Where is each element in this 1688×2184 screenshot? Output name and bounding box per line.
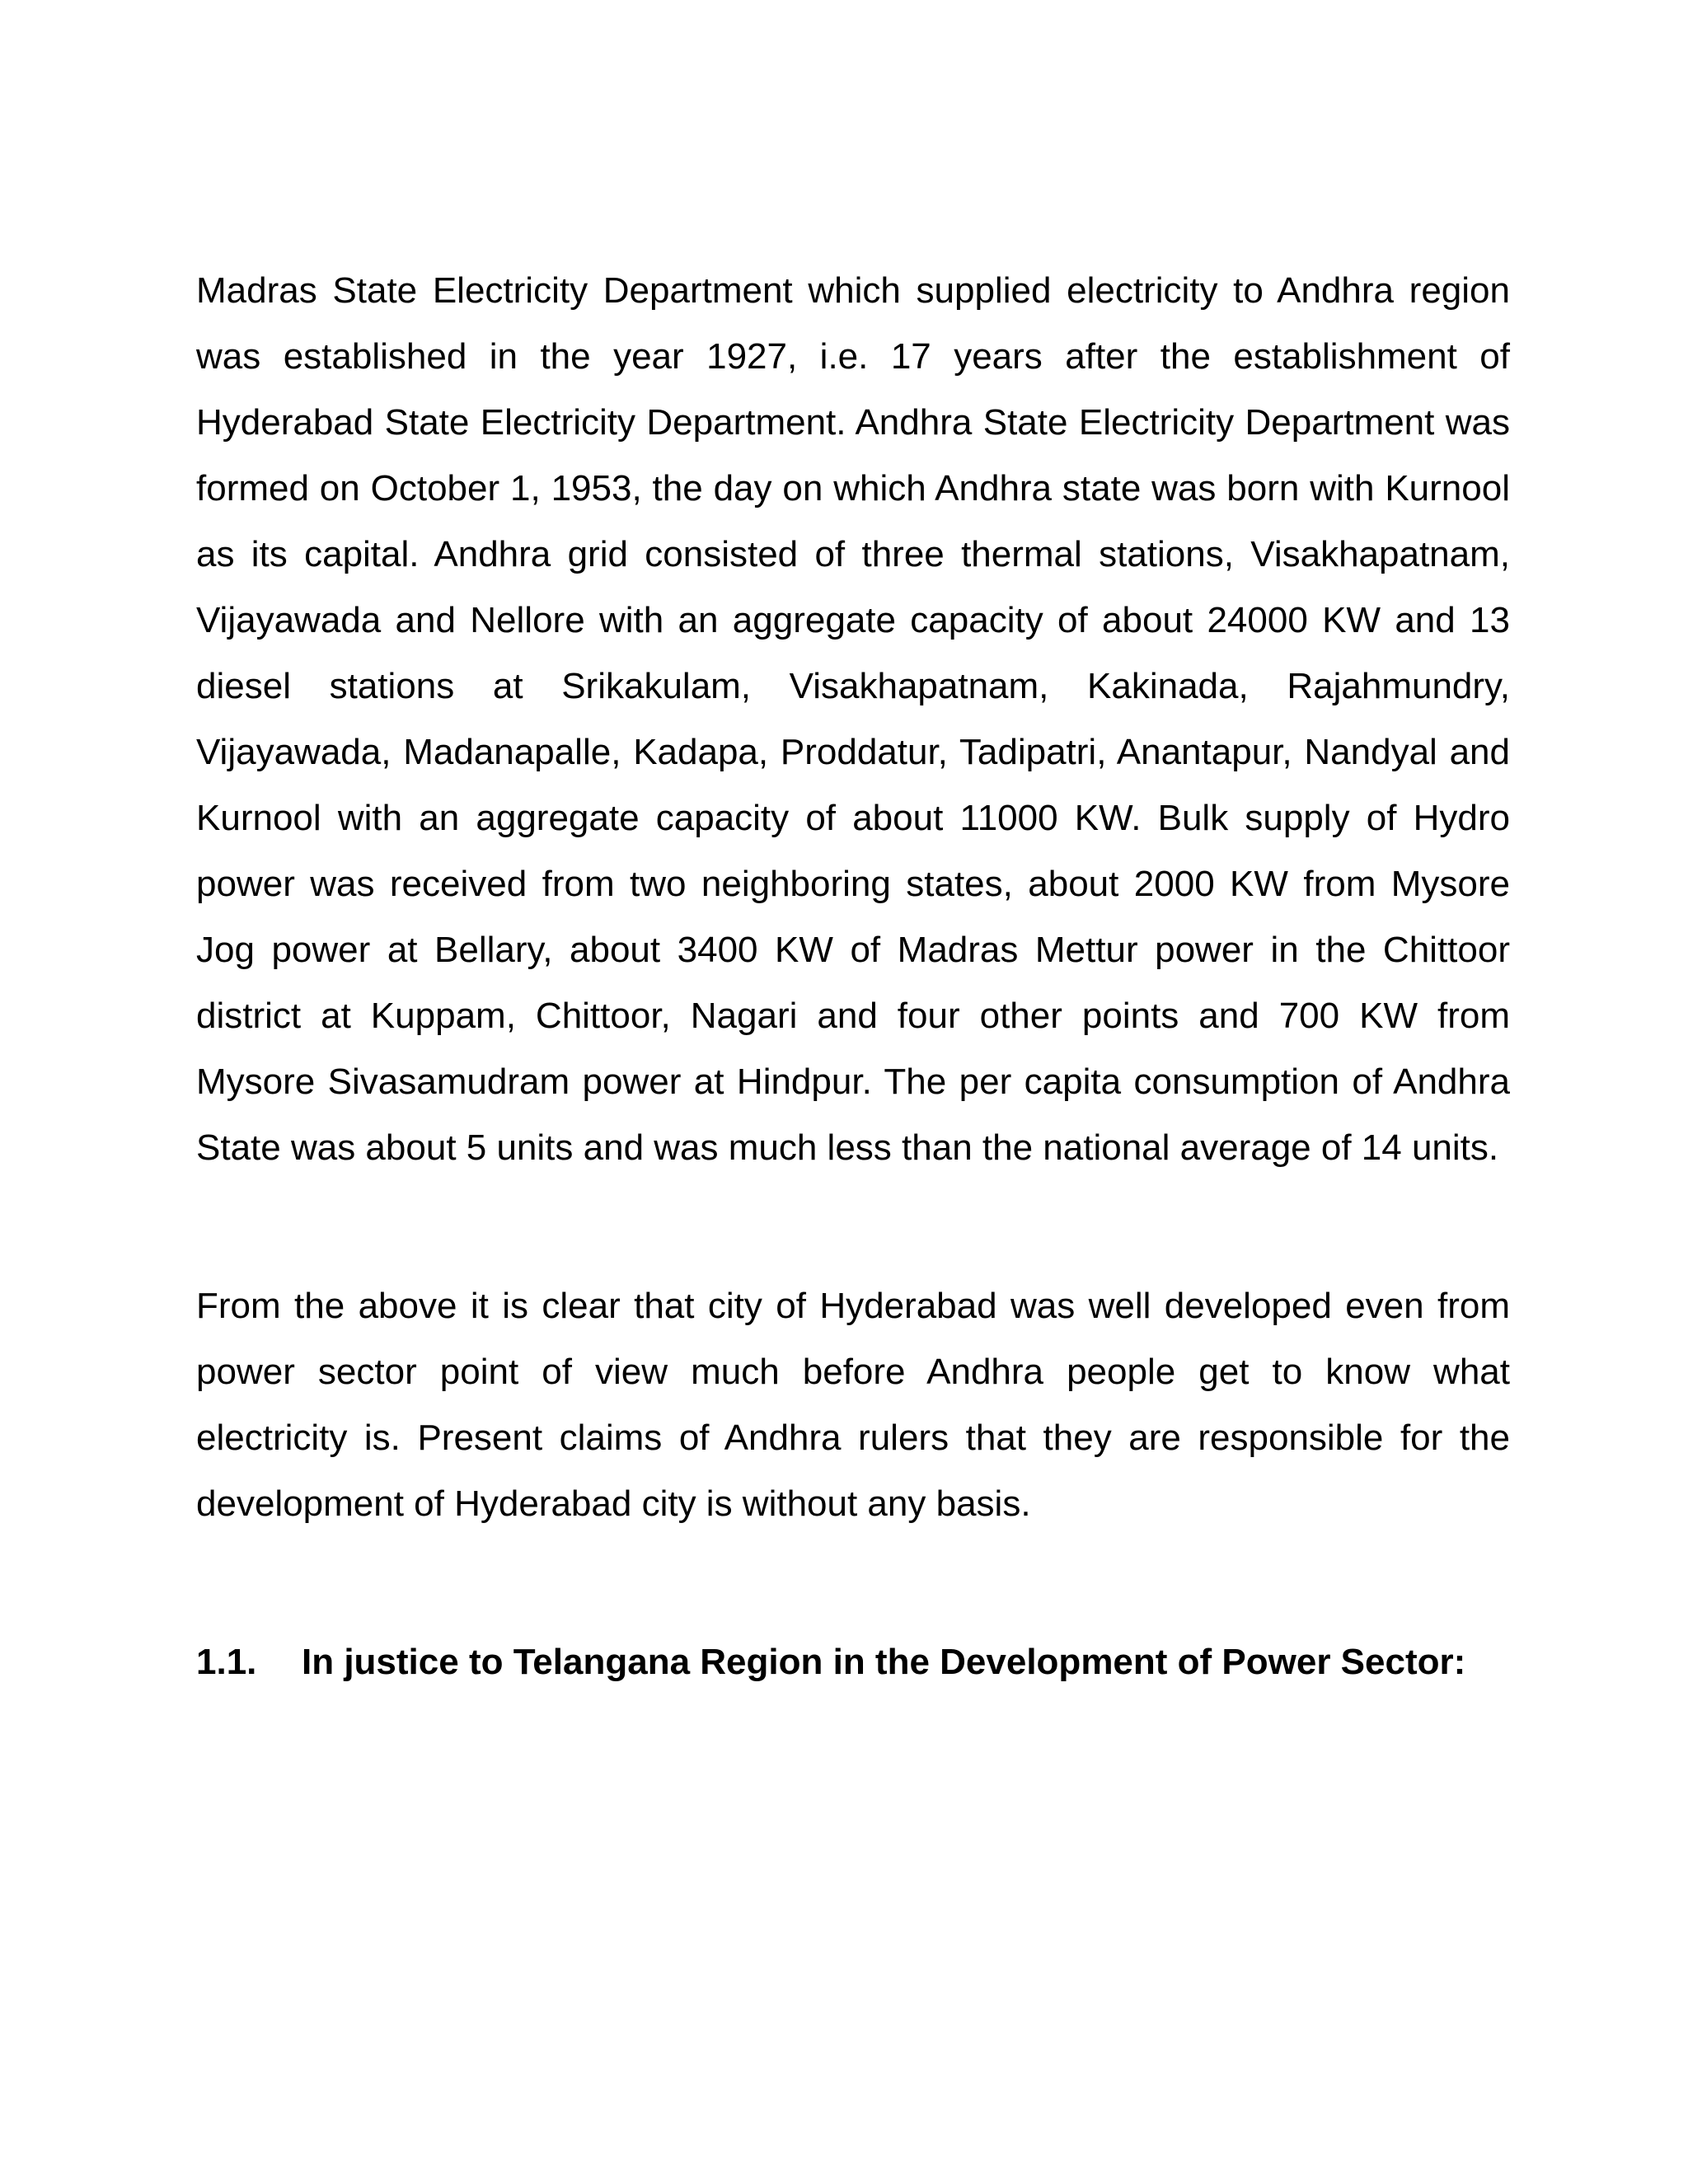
document-body bbox=[196, 258, 1510, 1695]
section-heading bbox=[196, 1629, 1510, 1695]
section-title: In justice to Telangana Region in the Development of Power Sector: bbox=[302, 1642, 1466, 1682]
paragraph-hyderabad-conclusion: From the above it is clear that city of Hyderabad was well developed even from power sector point of view much before Andhra people get to know what electricity is. Present claims of Andhra rulers that they are responsible for the development of Hyderabad city is without any basis. bbox=[196, 1286, 1510, 1524]
paragraph-electricity-history: Madras State Electricity Department which supplied electricity to Andhra region was established in the year 1927, i.e. 17 years after the establishment of Hyderabad State Electricity Department. Andhra State Electricity Department was formed on October 1, 1953, the day on which Andhra state was born with Kurnool as its capital. Andhra grid consisted of three thermal stations, Visakhapatnam, Vijayawada and Nellore with an aggregate capacity of about 24000 KW and 13 diesel stations at Srikakulam, Visakhapatnam, Kakinada, Rajahmundry, Vijayawada, Madanapalle, Kadapa, Proddatur, Tadipatri, Anantapur, Nandyal and Kurnool with an aggregate capacity of about 11000 KW. Bulk supply of Hydro power was received from two neighboring states, about 2000 KW from Mysore Jog power at Bellary, about 3400 KW of Madras Mettur power in the Chittoor district at Kuppam, Chittoor, Nagari and four other points and 700 KW from Mysore Sivasamudram power at Hindpur. The per capita consumption of Andhra State was about 5 units and was much less than the national average of 14 units. bbox=[196, 270, 1510, 1168]
section-number: 1.1. bbox=[196, 1642, 257, 1682]
